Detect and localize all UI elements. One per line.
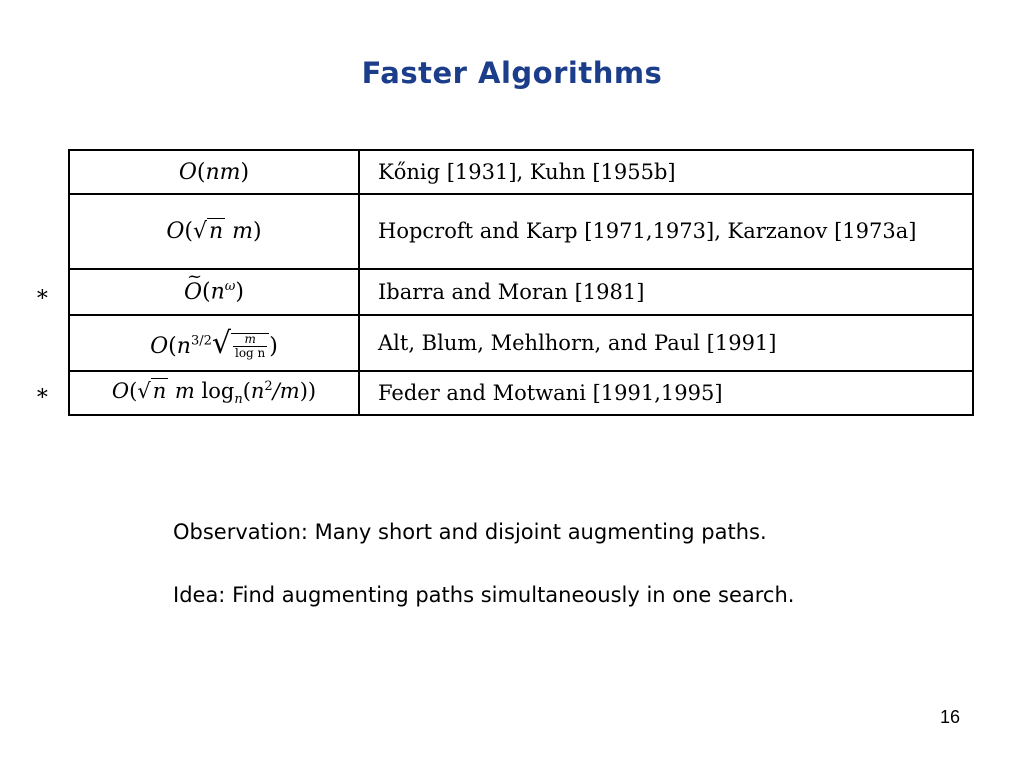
reference-cell: Kőnig [1931], Kuhn [1955b] <box>359 150 973 194</box>
idea-text: Idea: Find augmenting paths simultaneously in one search. <box>173 583 795 607</box>
table-row <box>69 315 973 371</box>
page-number: 16 <box>940 707 961 727</box>
complexity-cell: O(√n m $\log_n(n^2/m)$) <box>69 371 359 415</box>
complexity-cell: O(nm) <box>69 150 359 194</box>
table-row <box>69 371 973 415</box>
reference-cell: Ibarra and Moran [1981] <box>359 269 973 315</box>
slide-title: Faster Algorithms <box>361 56 663 90</box>
complexity-cell: ~ $O(n^\omega)$ <box>69 269 359 315</box>
table-row <box>69 150 973 194</box>
row-marker-star: ∗ <box>35 282 50 307</box>
table-row <box>69 194 973 269</box>
row-marker-star: ∗ <box>35 381 50 406</box>
table-row <box>69 269 973 315</box>
algorithms-table <box>68 149 974 416</box>
reference-cell: Feder and Motwani [1991,1995] <box>359 371 973 415</box>
complexity-cell: O(√n m) <box>69 194 359 269</box>
reference-cell: Alt, Blum, Mehlhorn, and Paul [1991] <box>359 315 973 371</box>
reference-cell: Hopcroft and Karp [1971,1973], Karzanov [1973a] <box>359 194 973 269</box>
observation-text: Observation: Many short and disjoint augmenting paths. <box>173 520 767 544</box>
complexity-cell: $O(n^{3/2}√$ $\frac{m}{\text{log n}}$ ) <box>69 315 359 371</box>
